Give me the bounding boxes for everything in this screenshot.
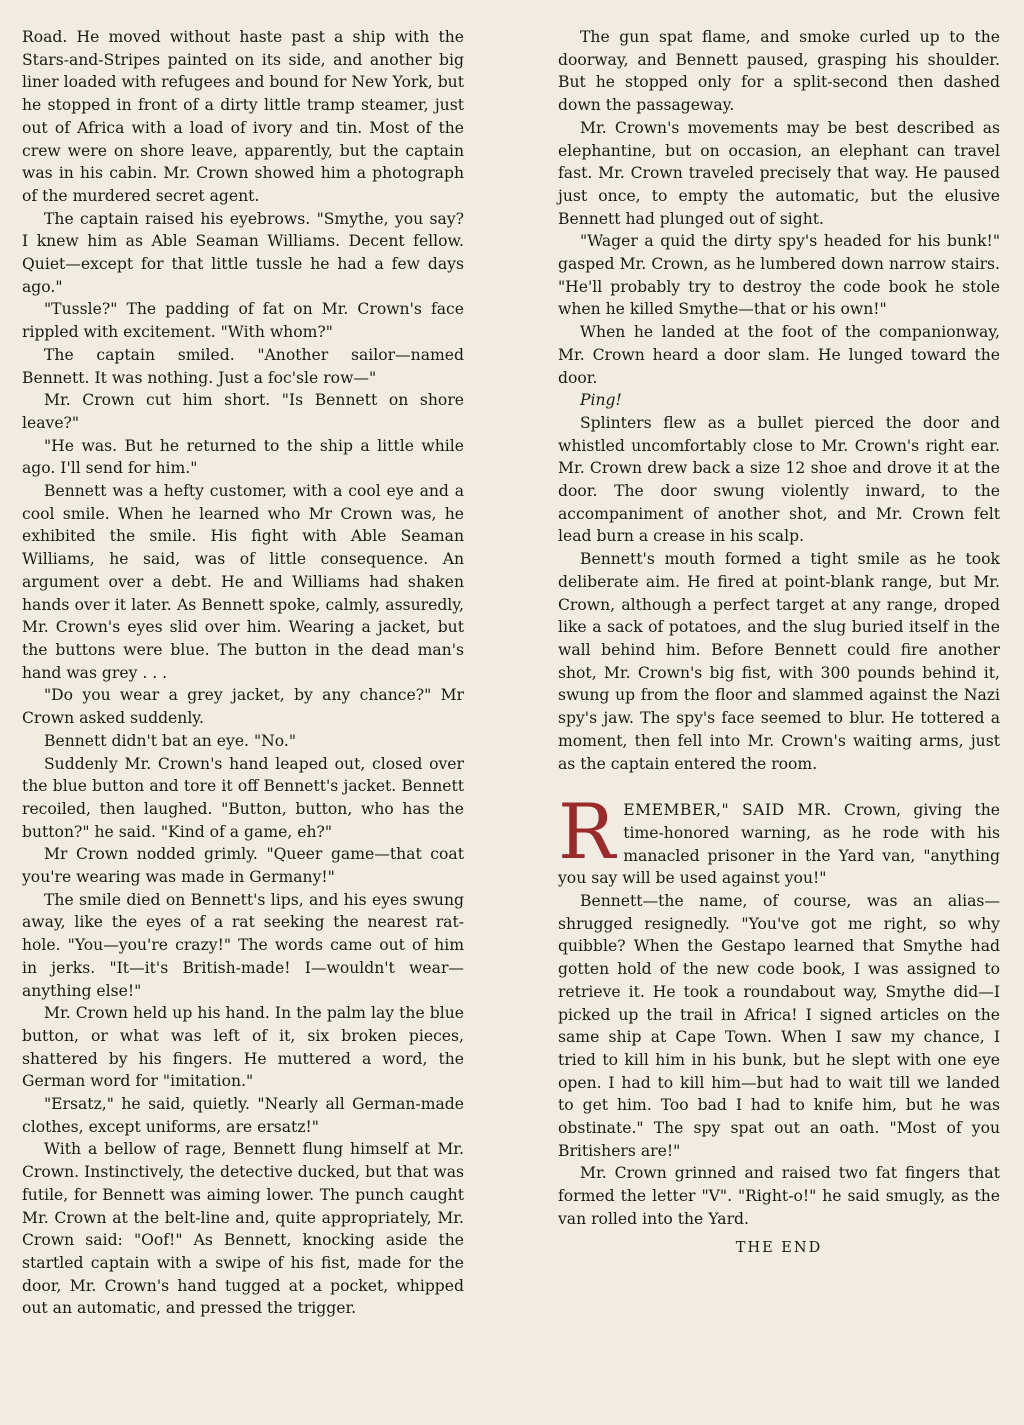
- paragraph: The captain raised his eyebrows. "Smythe, you say? I knew him as Able Seaman Williams. Decent fellow. Quiet—except for that little tussle he had a few days ago.": [22, 209, 464, 296]
- paragraph: The captain smiled. "Another sailor—named Bennett. It was nothing. Just a foc'sle row—": [22, 345, 464, 387]
- the-end: THE END: [735, 1239, 823, 1256]
- paragraph: Suddenly Mr. Crown's hand leaped out, closed over the blue button and tore it off Bennett's jacket. Bennett recoiled, then laughed. "Button, button, who has the button?" he said. "Kind of a game, eh?": [22, 754, 464, 841]
- paragraph: "He was. But he returned to the ship a little while ago. I'll send for him.": [22, 436, 464, 478]
- paragraph: Bennett's mouth formed a tight smile as he took deliberate aim. He fired at point-blank range, but Mr. Crown, although a perfect target at any range, droped like a sack of potatoes, and the slug buried itself in the wall behind him. Before Bennett could fire another shot, Mr. Crown's big fist, with 300 pounds behind it, swung up from the floor and slammed against the Nazi spy's jaw. The spy's face seemed to blur. He tottered a moment, then fell into Mr. Crown's waiting arms, just as the captain entered the room.: [558, 550, 1000, 773]
- left-column: [22, 26, 464, 1320]
- paragraph: Mr. Crown held up his hand. In the palm lay the blue button, or what was left of it, six broken pieces, shattered by his fingers. He muttered a word, the German word for "imitation.": [22, 1004, 464, 1091]
- drop-cap: R: [558, 787, 616, 877]
- right-column: [558, 26, 1000, 1259]
- paragraph: Splinters flew as a bullet pierced the door and whistled uncomfortably close to Mr. Crown's right ear. Mr. Crown drew back a size 12 shoe and drove it at the door. The door swung violently inward, to the accompaniment of another shot, and Mr. Crown felt lead burn a crease in his scalp.: [558, 413, 1000, 546]
- paragraph: The gun spat flame, and smoke curled up to the doorway, and Bennett paused, grasping his shoulder. But he stopped only for a split-second then dashed down the passageway.: [558, 28, 1000, 115]
- paragraph: Mr. Crown grinned and raised two fat fingers that formed the letter "V". "Right-o!" he said smugly, as the van rolled into the Yard.: [558, 1164, 1000, 1228]
- paragraph: "Tussle?" The padding of fat on Mr. Crown's face rippled with excitement. "With whom?": [22, 300, 464, 342]
- paragraph: When he landed at the foot of the companionway, Mr. Crown heard a door slam. He lunged toward the door.: [558, 323, 1000, 387]
- paragraph: Mr. Crown's movements may be best described as elephantine, but on occasion, an elephant can travel fast. Mr. Crown traveled precisely that way. He paused just once, to empty the automatic, but the elusive Bennett had plunged out of sight.: [558, 118, 1000, 228]
- paragraph: Bennett didn't bat an eye. "No.": [44, 731, 297, 750]
- final-section-opening: [558, 787, 1000, 890]
- paragraph: Road. He moved without haste past a ship with the Stars-and-Stripes painted on its side, and another big liner loaded with refugees and bound for New York, but he stopped in front of a dirty little tramp steamer, just out of Africa with a load of ivory and tin. Most of the crew were on shore leave, apparently, but the captain was in his cabin. Mr. Crown showed him a photograph of the murdered secret agent.: [22, 28, 464, 205]
- lead-caps: EMEMBER," SAID MR.: [623, 801, 832, 820]
- paragraph: "Wager a quid the dirty spy's headed for his bunk!" gasped Mr. Crown, as he lumbered down narrow stairs. "He'll probably try to destroy the code book he stole when he killed Smythe—that or his own!": [558, 232, 1000, 319]
- paragraph: Bennett—the name, of course, was an alias—shrugged resignedly. "You've got me right, so why quibble? When the Gestapo learned that Smythe had gotten hold of the new code book, I was assigned to retrieve it. He took a roundabout way, Smythe did—I picked up the trail in Africa! I signed articles on the same ship at Cape Town. When I saw my chance, I tried to kill him in his bunk, but he slept with one eye open. I had to kill him—but had to wait till we landed to get him. Too bad I had to knife him, but he was obstinate." The spy spat out an oath. "Most of you Britishers are!": [558, 892, 1000, 1160]
- paragraph: Mr. Crown cut him short. "Is Bennett on shore leave?": [22, 391, 464, 432]
- paragraph: "Ersatz," he said, quietly. "Nearly all German-made clothes, except uniforms, are ersatz!": [22, 1095, 464, 1136]
- opening-text: Crown, giving the time-honored warning, as he rode with his manacled prisoner in the Yard van, "anything you say will be used against you!": [558, 801, 1000, 888]
- paragraph: The smile died on Bennett's lips, and his eyes swung away, like the eyes of a rat seeking the nearest rat-hole. "You—you're crazy!" The words came out of him in jerks. "It—it's British-made! I—wouldn't wear—anything else!": [22, 890, 464, 1000]
- paragraph: Bennett was a hefty customer, with a cool eye and a cool smile. When he learned who Mr Crown was, he exhibited the smile. His fight with Able Seaman Williams, he said, was of little consequence. An argument over a debt. He and Williams had shaken hands over it later. As Bennett spoke, calmly, assuredly, Mr. Crown's eyes slid over him. Wearing a jacket, but the buttons were blue. The button in the dead man's hand was grey . . .: [22, 482, 464, 682]
- paragraph: "Do you wear a grey jacket, by any chance?" Mr Crown asked suddenly.: [22, 686, 464, 728]
- sound-effect: Ping!: [580, 391, 622, 410]
- paragraph: With a bellow of rage, Bennett flung himself at Mr. Crown. Instinctively, the detective ducked, but that was futile, for Bennett was aiming lower. The punch caught Mr. Crown at the belt-line and, quite appropriately, Mr. Crown said: "Oof!" As Bennett, knocking aside the startled captain with a swipe of his fist, made for the door, Mr. Crown's hand tugged at a pocket, whipped out an automatic, and pressed the trigger.: [22, 1140, 464, 1318]
- paragraph: Mr Crown nodded grimly. "Queer game—that coat you're wearing was made in Germany!": [22, 845, 464, 887]
